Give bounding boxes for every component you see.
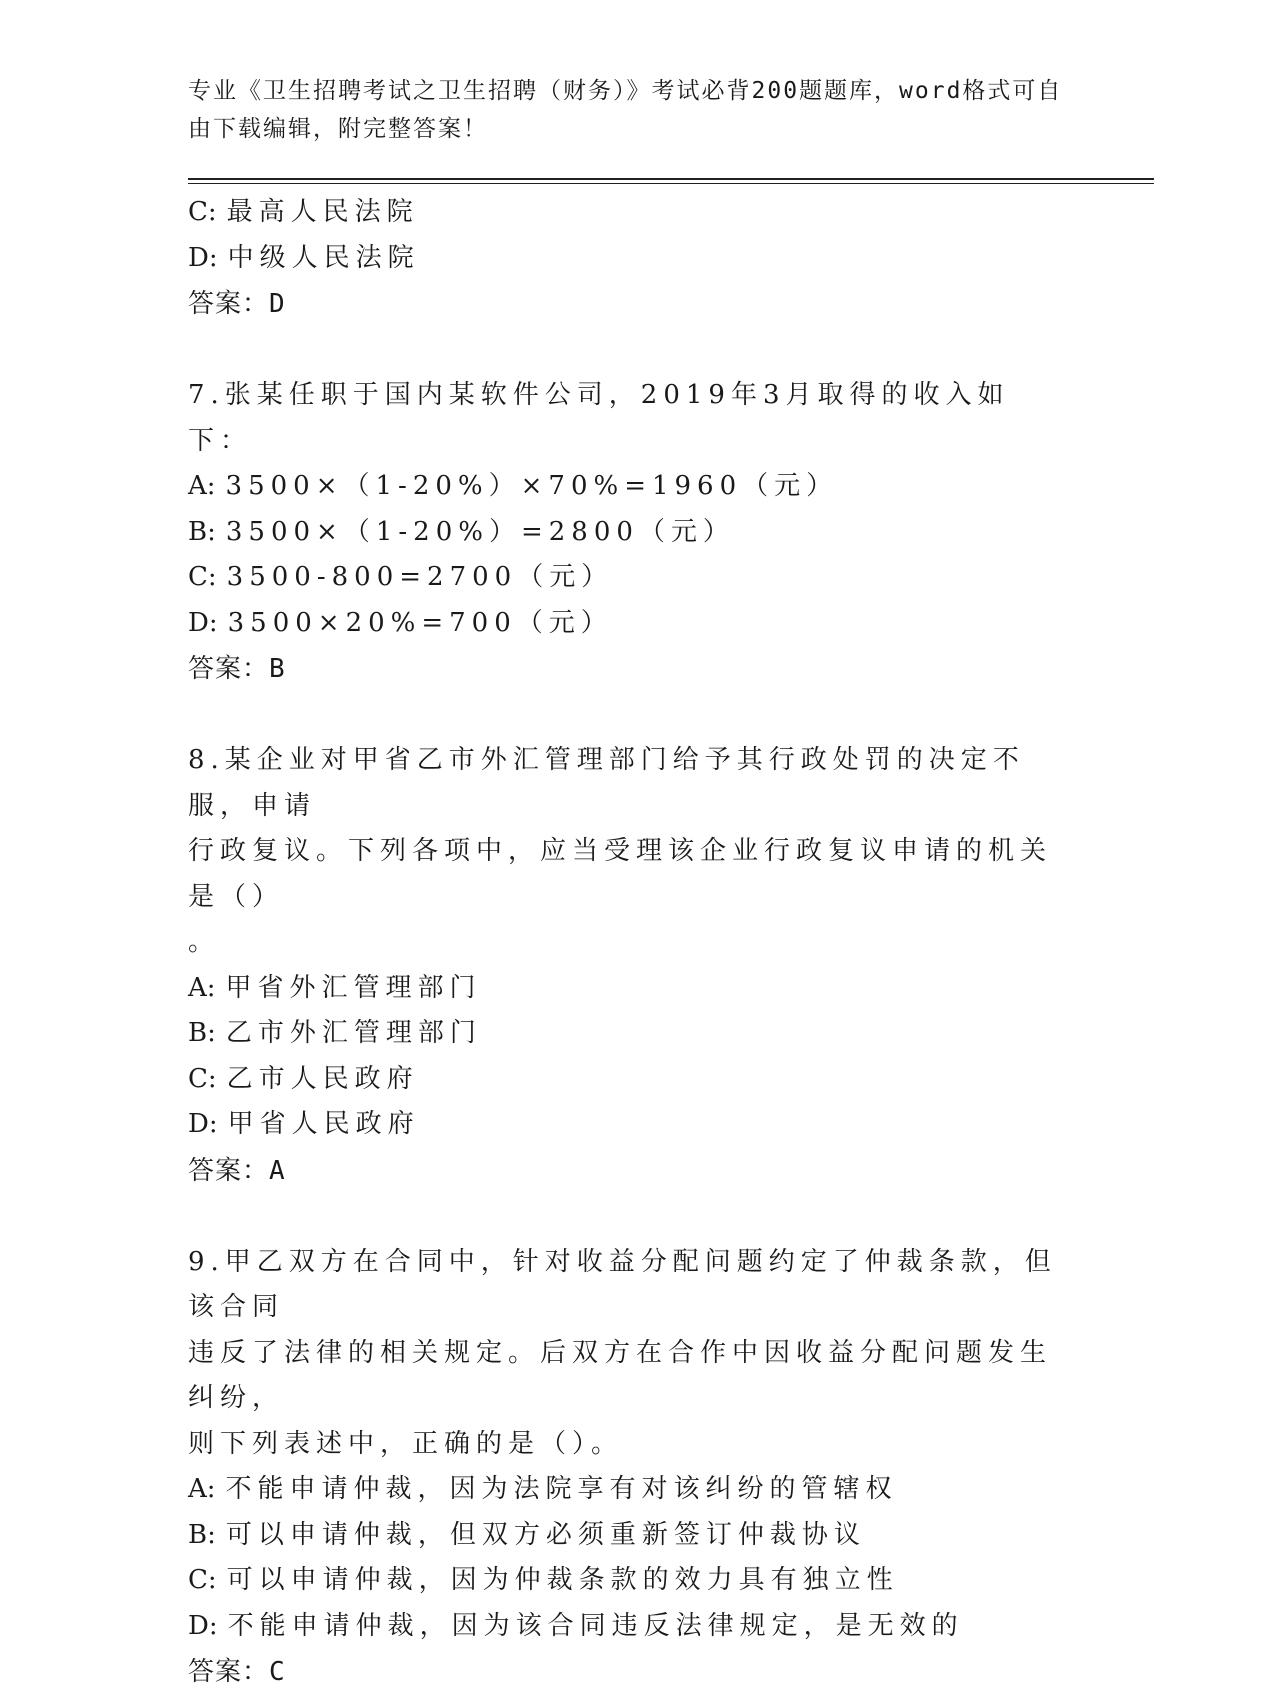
header-rule-thick (188, 178, 1154, 180)
spacer (188, 692, 1068, 738)
option-prefix: A: (188, 1467, 216, 1513)
question-stem-line: 9.甲乙双方在合同中，针对收益分配问题约定了仲裁条款，但该合同 (188, 1240, 1068, 1331)
option-prefix: C: (188, 1558, 217, 1604)
option-prefix: D: (188, 1604, 218, 1650)
option-text: 3500-800=2700（元） (227, 562, 614, 592)
option-text: 乙市人民政府 (227, 1064, 419, 1094)
option-prefix: D: (188, 601, 218, 647)
spacer (188, 327, 1068, 373)
option-text: 最高人民法院 (227, 197, 419, 227)
option-c (188, 1057, 1068, 1103)
option-a (188, 1467, 1068, 1513)
question-stem-line: 8.某企业对甲省乙市外汇管理部门给予其行政处罚的决定不服，申请 (188, 738, 1068, 829)
option-prefix: C: (188, 190, 217, 236)
option-text: 3500×20%=700（元） (228, 608, 613, 638)
answer-line: 答案：B (188, 646, 1068, 692)
option-a (188, 966, 1068, 1012)
question-stem-line: 。 (188, 920, 1068, 966)
option-prefix: A: (188, 464, 216, 510)
option-text: 不能申请仲裁，因为该合同违反法律规定，是无效的 (228, 1611, 964, 1641)
document-body (188, 190, 1068, 1695)
option-text: 3500×（1-20%）×70%=1960（元） (226, 471, 839, 501)
spacer (188, 1194, 1068, 1240)
option-text: 乙市外汇管理部门 (226, 1018, 482, 1048)
question-stem-line: 则下列表述中，正确的是（）。 (188, 1422, 1068, 1468)
answer-line: 答案：C (188, 1649, 1068, 1695)
option-text: 3500×（1-20%）=2800（元） (226, 517, 735, 547)
answer-line: 答案：A (188, 1148, 1068, 1194)
option-b (188, 1011, 1068, 1057)
question-stem-line: 违反了法律的相关规定。后双方在合作中因收益分配问题发生纠纷， (188, 1331, 1068, 1422)
header-line-2: 由下载编辑，附完整答案！ (188, 110, 1068, 148)
option-d (188, 1102, 1068, 1148)
option-prefix: B: (188, 1011, 216, 1057)
option-prefix: B: (188, 510, 216, 556)
question-8 (188, 738, 1068, 1194)
header-rule-thin (188, 183, 1154, 184)
option-prefix: C: (188, 1057, 217, 1103)
option-c (188, 1558, 1068, 1604)
option-prefix: D: (188, 1102, 218, 1148)
document-header (188, 72, 1068, 148)
question-7 (188, 373, 1068, 692)
question-fragment (188, 190, 1068, 327)
option-text: 甲省外汇管理部门 (226, 973, 482, 1003)
option-text: 可以申请仲裁，但双方必须重新签订仲裁协议 (226, 1520, 866, 1550)
option-d (188, 236, 1068, 282)
option-text: 可以申请仲裁，因为仲裁条款的效力具有独立性 (227, 1565, 899, 1595)
option-text: 不能申请仲裁，因为法院享有对该纠纷的管辖权 (226, 1474, 898, 1504)
option-c (188, 555, 1068, 601)
option-prefix: C: (188, 555, 217, 601)
question-stem-line: 7.张某任职于国内某软件公司，2019年3月取得的收入如下： (188, 373, 1068, 464)
option-d (188, 1604, 1068, 1650)
question-stem-line: 行政复议。下列各项中，应当受理该企业行政复议申请的机关是（） (188, 829, 1068, 920)
option-c (188, 190, 1068, 236)
header-line-1: 专业《卫生招聘考试之卫生招聘（财务）》考试必背200题题库，word格式可自 (188, 72, 1068, 110)
option-prefix: A: (188, 966, 216, 1012)
option-text: 甲省人民政府 (228, 1109, 420, 1139)
option-b (188, 1513, 1068, 1559)
option-text: 中级人民法院 (228, 243, 420, 273)
answer-line: 答案：D (188, 281, 1068, 327)
option-prefix: B: (188, 1513, 216, 1559)
option-prefix: D: (188, 236, 218, 282)
question-9 (188, 1240, 1068, 1695)
option-a (188, 464, 1068, 510)
option-b (188, 510, 1068, 556)
option-d (188, 601, 1068, 647)
